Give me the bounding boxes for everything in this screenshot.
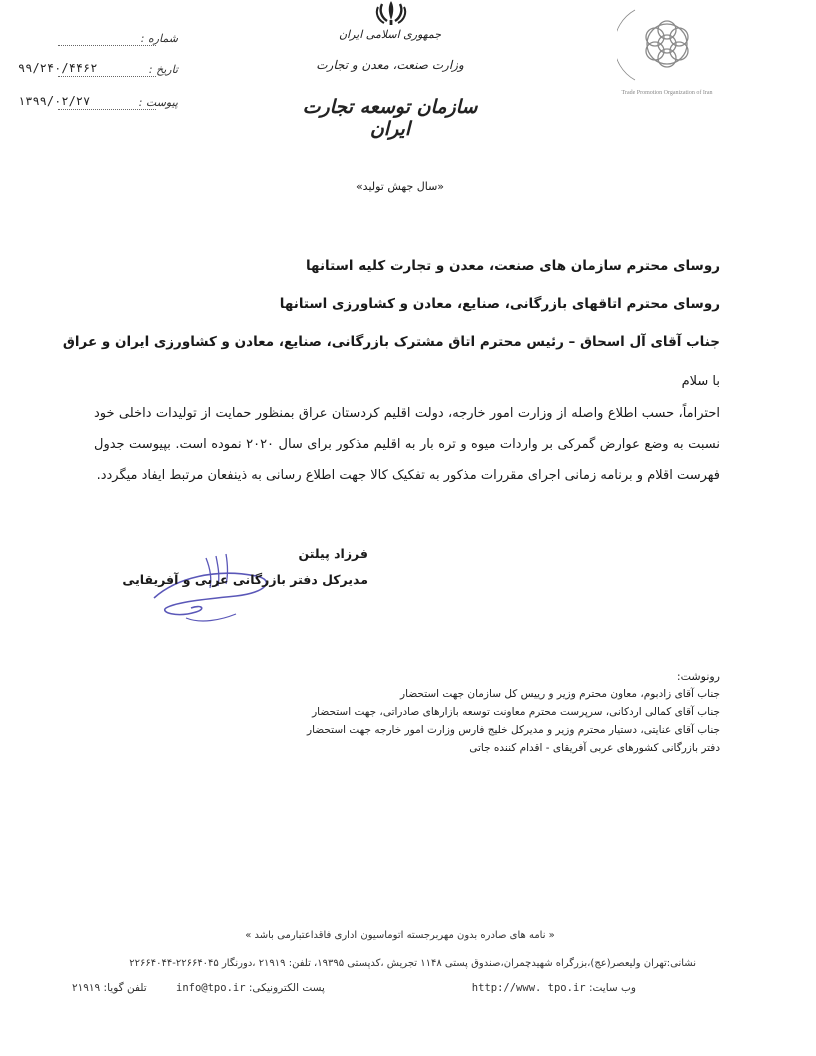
tpo-logo-icon	[617, 0, 717, 100]
iran-emblem-icon	[372, 0, 410, 26]
tpo-logo-caption: Trade Promotion Organization of Iran	[621, 90, 713, 96]
recipient-line-2: روسای محترم اتاقهای بازرگانی، صنایع، معادن و کشاورزی استانها	[279, 296, 720, 312]
email-label: پست الکترونیکی:	[248, 982, 325, 994]
year-slogan: «سال جهش تولید»	[355, 180, 445, 193]
website-label: وب سایت:	[588, 982, 636, 994]
cc-title: رونوشت:	[676, 670, 720, 683]
number-label: شماره :	[140, 32, 178, 45]
cc-item: دفتر بازرگانی کشورهای عربی آفریقای - اقدام کننده جاتی	[469, 742, 720, 754]
attachment-label: پیوست :	[138, 96, 178, 109]
recipient-line-3: جناب آقای آل اسحاق – رئیس محترم اتاق مشترک بازرگانی، صنایع، معادن و کشاورزی ایران و عراق	[62, 334, 720, 350]
date-line	[58, 76, 156, 77]
footer-website	[472, 982, 636, 994]
date-label: تاریخ :	[148, 63, 178, 76]
republic-title: جمهوری اسلامی ایران	[338, 28, 442, 41]
website-link[interactable]: http://www. tpo.ir	[471, 982, 586, 994]
signatory-name: فرزاد پیلتن	[298, 546, 368, 561]
ministry-title: وزارت صنعت، معدن و تجارت	[316, 58, 464, 72]
cc-item: جناب آقای زادبوم، معاون محترم وزیر و رییس کل سازمان جهت استحضار	[400, 688, 720, 700]
footer-email	[176, 982, 325, 994]
signatory-title: مدیرکل دفتر بازرگانی عربی و آفریقایی	[122, 572, 368, 587]
email-link[interactable]: info@tpo.ir	[176, 982, 246, 994]
organization-title: سازمان توسعه تجارت ایران	[302, 96, 478, 140]
footer-phone: تلفن گویا: ۲۱۹۱۹	[72, 982, 147, 994]
attachment-line	[58, 109, 156, 110]
letter-body: احتراماً، حسب اطلاع واصله از وزارت امور خارجه، دولت اقلیم کردستان عراق بمنظور حمایت از تولیدات داخلی خود نسبت به وضع عوارض گمرکی بر واردات میوه و تره بار به اقلیم مذکور برای سال ۲۰۲۰ نموده است. بپیوست جدول فهرست اقلام و برنامه زمانی اجرای مقررات مذکور به تفکیک کالا جهت اطلاع رسانی به ذینفعان مرتبط ایفاد میگردد.	[94, 406, 720, 483]
footer-address: نشانی:تهران ولیعصر(عج)،بزرگراه شهیدچمران،صندوق پستی ۱۱۴۸ تجریش ،کدپستی ۱۹۳۹۵، تلفن: ۲۱۹۱۹ ،دورنگار ۲۲۶۶۴۰۴۵-۲۲۶۶۴۰۴۴	[129, 958, 696, 969]
attachment-value: ۱۳۹۹/۰۲/۲۷	[18, 94, 91, 108]
cc-item: جناب آقای کمالی اردکانی، سرپرست محترم معاونت توسعه بازارهای صادراتی، جهت استحضار	[312, 706, 720, 718]
date-value: ۹۹/۲۴۰/۴۴۶۲	[18, 61, 98, 75]
footer-note: « نامه های صادره بدون مهربرجسته اتوماسیون اداری فاقداعتبارمی باشد »	[245, 930, 555, 941]
number-row	[18, 32, 178, 50]
cc-item: جناب آقای عنایتی، دستیار محترم وزیر و مدیرکل خلیج فارس وزارت امور خارجه جهت استحضار	[307, 724, 720, 736]
recipient-line-1: روسای محترم سازمان های صنعت، معدن و تجارت کلیه استانها	[305, 258, 720, 274]
number-line	[58, 45, 156, 46]
attachment-row	[18, 96, 178, 114]
date-row	[18, 63, 178, 81]
greeting: با سلام	[681, 374, 720, 389]
